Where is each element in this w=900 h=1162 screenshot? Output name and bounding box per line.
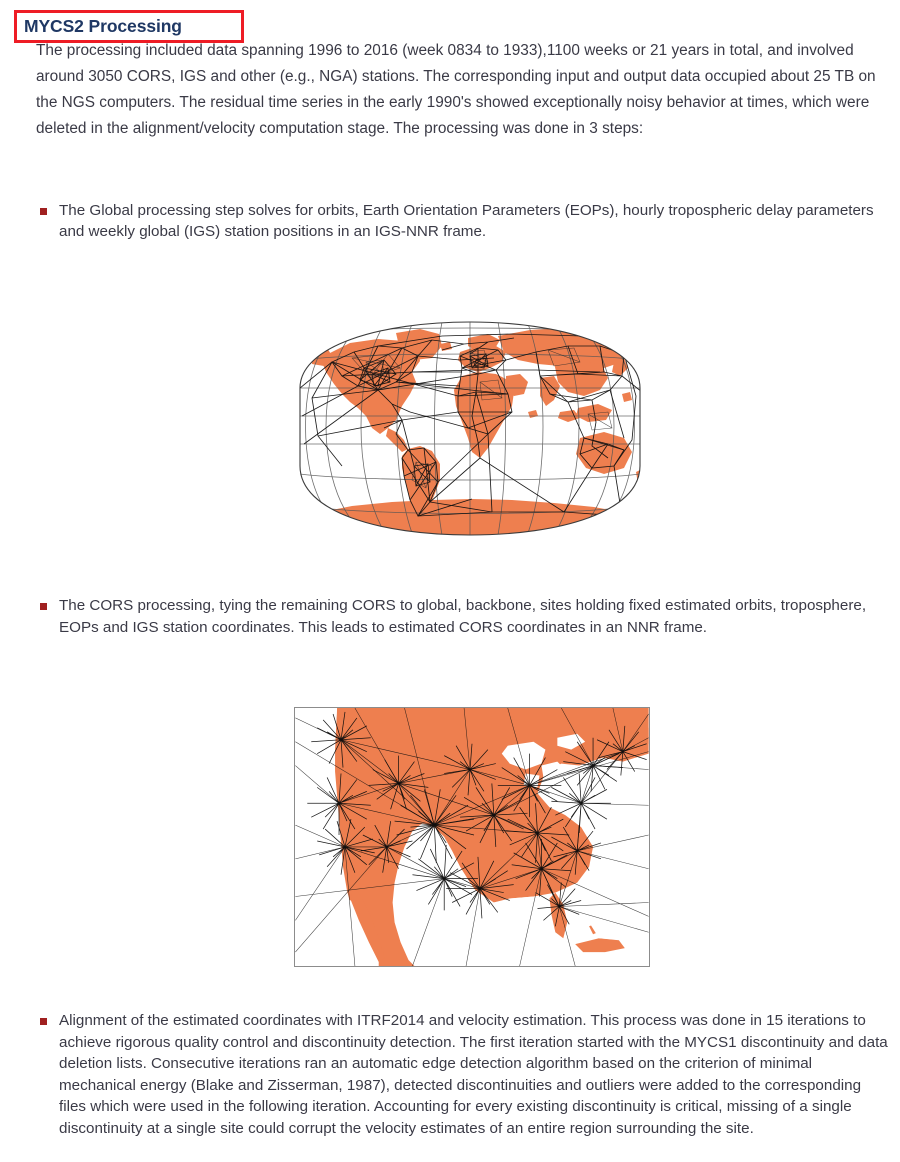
bullet-text: The CORS processing, tying the remaining CORS to global, backbone, sites holding fixed estimated orbits, troposphere, EOPs and IGS station coordinates. This leads to estimated CORS coordinates in an NNR frame. [59,597,867,636]
bullet-item-alignment-velocity [40,1010,888,1139]
bullet-square-icon [40,208,47,215]
bullet-square-icon [40,603,47,610]
bullet-item-global-processing [40,200,890,242]
cors-network-map [294,707,650,967]
bullet-text: Alignment of the estimated coordinates with ITRF2014 and velocity estimation. This process was done in 15 iterations to achieve rigorous quality control and discontinuity detection. The first iteration started with the MYCS1 discontinuity and data deletion lists. Consecutive iterations ran an automatic edge detection algorithm based on the criterion of minimal mechanical energy (Blake and Zisserman, 1987), detected discontinuities and outliers were added to the corresponding files which were used in the following iteration. Accounting for every existing discontinuity is critical, missing of a single discontinuity at a single site could corrupt the velocity estimates of an entire region surrounding the site. [59,1012,888,1137]
global-network-map [292,316,648,541]
intro-paragraph: The processing included data spanning 1996 to 2016 (week 0834 to 1933),1100 weeks or 21 years in total, and involved around 3050 CORS, IGS and other (e.g., NGA) stations. The corresponding input and output data occupied about 25 TB on the NGS computers. The residual time series in the early 1990's showed exceptionally noisy behavior at times, which were deleted in the alignment/velocity computation stage. The processing was done in 3 steps: [36,42,876,137]
bullet-square-icon [40,1018,47,1025]
global-network-map-graphic [292,316,648,541]
bullet-text: The Global processing step solves for orbits, Earth Orientation Parameters (EOPs), hourly tropospheric delay parameters and weekly global (IGS) station positions in an IGS-NNR frame. [59,202,874,240]
cors-network-map-graphic [295,708,649,966]
bullet-item-cors-processing [40,595,892,638]
page-title: MYCS2 Processing [24,16,182,36]
